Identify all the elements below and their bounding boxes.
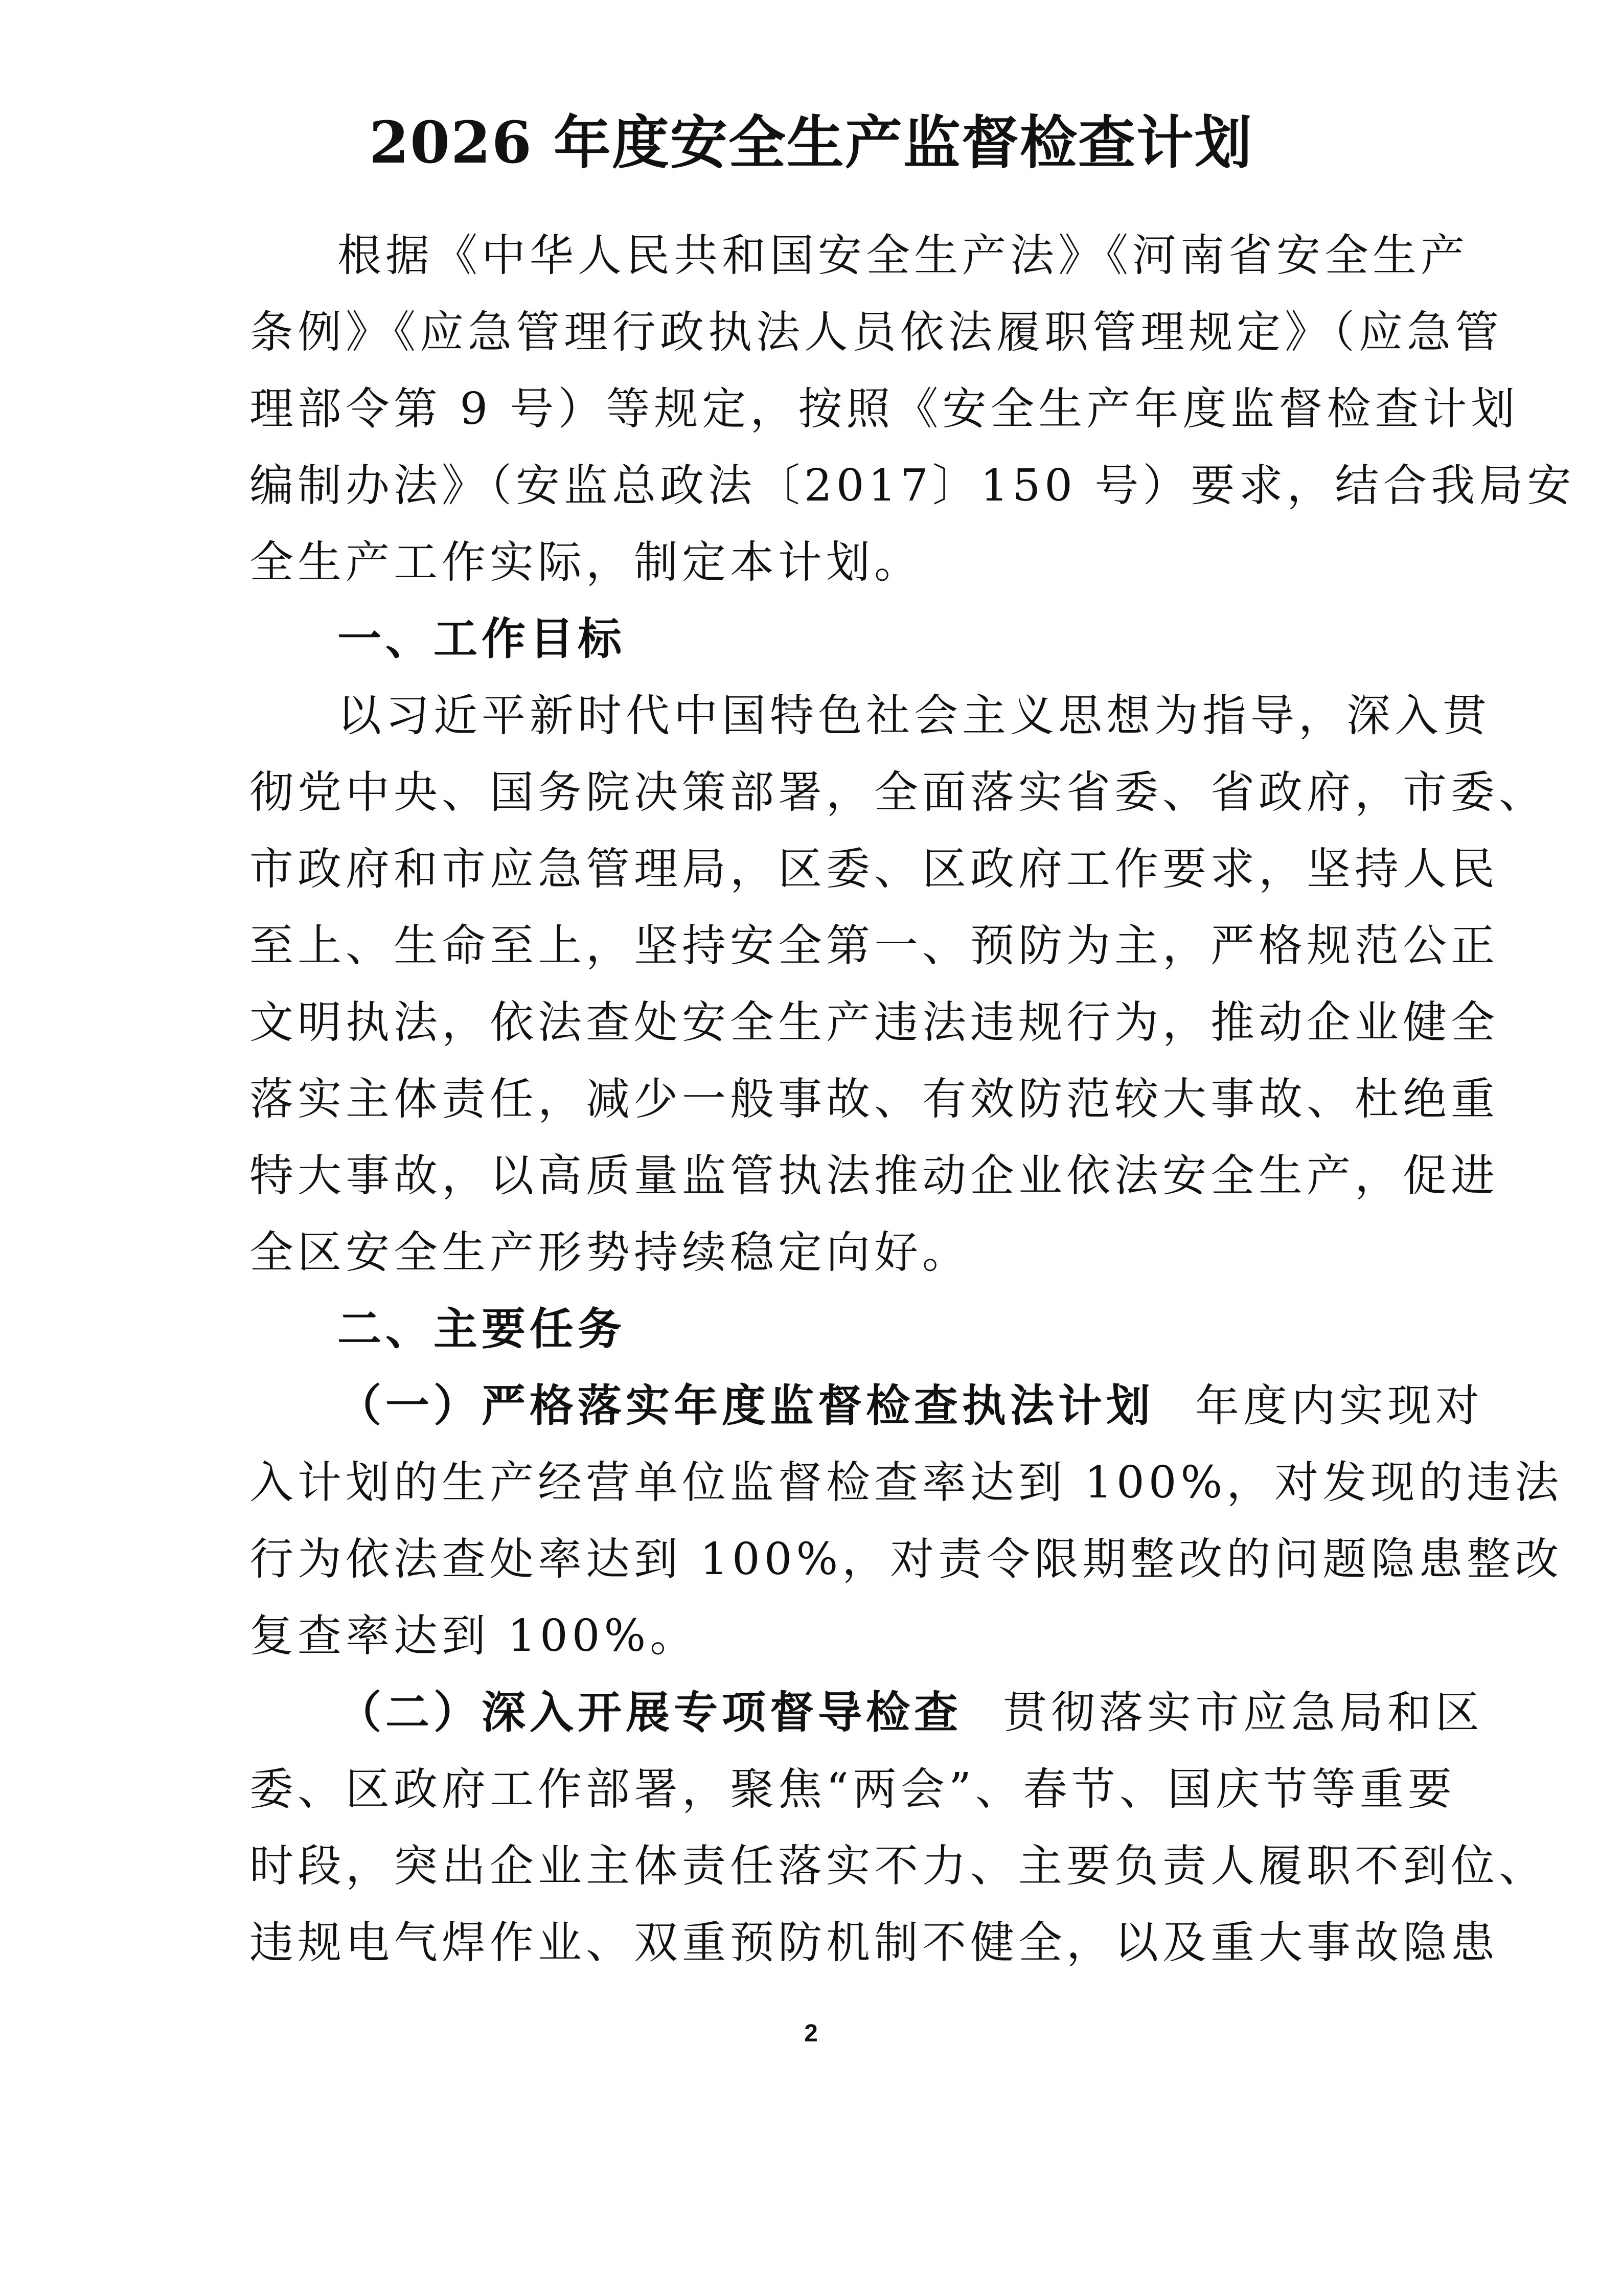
paragraph-line: 行为依法查处率达到 100%，对责令限期整改的问题隐患整改: [249, 1534, 1563, 1585]
task-line: [337, 1674, 1483, 1751]
paragraph-line: 编制办法》（安监总政法〔2017〕150 号）要求，结合我局安: [249, 460, 1575, 511]
paragraph-line: 条例》《应急管理行政执法人员依法履职管理规定》（应急管: [249, 307, 1503, 358]
paragraph-line: 至上、生命至上，坚持安全第一、预防为主，严格规范公正: [249, 920, 1499, 971]
paragraph-line: 复查率达到 100%。: [249, 1610, 698, 1662]
task-heading: （二）深入开展专项督导检查: [337, 1687, 962, 1738]
paragraph-line: 文明执法，依法查处安全生产违法违规行为，推动企业健全: [249, 997, 1499, 1048]
paragraph-line: 全生产工作实际，制定本计划。: [249, 537, 922, 588]
section-heading: 二、主要任务: [337, 1303, 626, 1355]
paragraph-line: 以习近平新时代中国特色社会主义思想为指导，深入贯: [337, 690, 1491, 741]
task-line: [337, 1368, 1483, 1444]
task-heading: （一）严格落实年度监督检查执法计划: [337, 1380, 1154, 1431]
paragraph-line: 时段，突出企业主体责任落实不力、主要负责人履职不到位、: [249, 1840, 1547, 1892]
paragraph-line: 市政府和市应急管理局，区委、区政府工作要求，坚持人民: [249, 844, 1499, 895]
paragraph-line: 全区安全生产形势持续稳定向好。: [249, 1227, 970, 1278]
paragraph-line: 理部令第 9 号）等规定，按照《安全生产年度监督检查计划: [249, 383, 1519, 435]
paragraph-line: 违规电气焊作业、双重预防机制不健全，以及重大事故隐患: [249, 1917, 1499, 1968]
paragraph-line: 落实主体责任，减少一般事故、有效防范较大事故、杜绝重: [249, 1074, 1499, 1125]
task-text: 贯彻落实市应急局和区: [1003, 1687, 1483, 1738]
paragraph-line: 特大事故，以高质量监管执法推动企业依法安全生产，促进: [249, 1150, 1499, 1201]
paragraph-line: 委、区政府工作部署，聚焦“两会”、春节、国庆节等重要: [249, 1764, 1456, 1815]
paragraph-line: 彻党中央、国务院决策部署，全面落实省委、省政府，市委、: [249, 767, 1547, 818]
section-heading: 一、工作目标: [337, 613, 626, 665]
paragraph-line: 根据《中华人民共和国安全生产法》《河南省安全生产: [337, 230, 1469, 281]
paragraph-line: 入计划的生产经营单位监督检查率达到 100%，对发现的违法: [249, 1457, 1563, 1508]
page-number: 2: [804, 2020, 818, 2047]
task-text: 年度内实现对: [1195, 1380, 1483, 1431]
document-title: 2026 年度安全生产监督检查计划: [369, 109, 1253, 176]
